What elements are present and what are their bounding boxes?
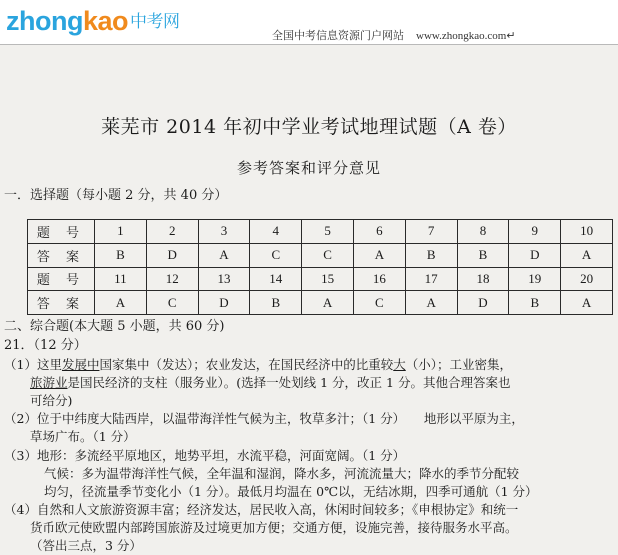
text-run: 是国民经济的支柱（服务业）。(选择一处划线 1 分，改正 1 分。其他合理答案也 [67, 375, 511, 390]
question-21-heading: 21．（12 分） [4, 338, 87, 353]
text-run: （1）这里 [4, 357, 62, 372]
row-label: 题 号 [28, 220, 95, 244]
table-cell: B [509, 291, 561, 315]
answer-21-1-line2 [30, 374, 510, 391]
table-row [28, 291, 613, 315]
table-cell: A [561, 291, 613, 315]
underlined-term: 发展中 [61, 357, 100, 372]
table-cell: 13 [198, 267, 250, 291]
table-cell: A [198, 243, 250, 267]
site-url: www.zhongkao.com↵ [416, 30, 516, 42]
table-cell: 1 [95, 220, 147, 244]
site-slogan [272, 30, 516, 42]
table-cell: 10 [561, 220, 613, 244]
answer-21-2-line2: 草场广布。（1 分） [30, 429, 136, 444]
table-cell: B [405, 243, 457, 267]
table-cell: B [457, 243, 509, 267]
table-cell: C [146, 291, 198, 315]
table-cell: 4 [250, 220, 302, 244]
table-cell: 9 [509, 220, 561, 244]
text-run: （小）；工业密集， [405, 357, 513, 372]
table-cell: 5 [302, 220, 354, 244]
text-run: 国家集中（发达）；农业发达，在国民经济中的比重较 [99, 357, 394, 372]
answer-21-3-line1: （3）地形：多流经平原地区，地势平坦，水流平稳，河面宽阔。（1 分） [4, 448, 406, 463]
table-cell: A [302, 291, 354, 315]
document-title: 莱芜市 2014 年初中学业考试地理试题（A 卷） [101, 116, 517, 138]
table-cell: 15 [302, 267, 354, 291]
answer-table [27, 219, 613, 315]
table-cell: B [250, 291, 302, 315]
table-cell: C [250, 243, 302, 267]
answer-21-3-line2: 气候：多为温带海洋性气候，全年温和湿润，降水多，河流流量大；降水的季节分配较 [44, 466, 520, 481]
table-cell: D [509, 243, 561, 267]
table-cell: 3 [198, 220, 250, 244]
slogan-text: 全国中考信息资源门户网站 [272, 29, 404, 42]
table-cell: 2 [146, 220, 198, 244]
logo-text-cn: 中考网 [130, 12, 180, 31]
table-cell: 19 [509, 267, 561, 291]
table-cell: A [353, 243, 405, 267]
table-cell: D [198, 291, 250, 315]
row-label: 题 号 [28, 267, 95, 291]
answer-21-1-line3: 可给分) [30, 393, 73, 408]
table-row [28, 267, 613, 291]
row-label: 答 案 [28, 291, 95, 315]
answer-21-3-line3: 均匀，径流量季节变化小（1 分）。最低月均温在 0℃以，无结冰期，四季可通航（1 分） [44, 484, 538, 499]
table-cell: 18 [457, 267, 509, 291]
row-label: 答 案 [28, 243, 95, 267]
table-cell: B [95, 243, 147, 267]
table-cell: 12 [146, 267, 198, 291]
answer-21-1-line1 [4, 356, 512, 373]
section2-heading: 二、综合题(本大题 5 小题，共 60 分) [4, 319, 225, 334]
table-cell: 8 [457, 220, 509, 244]
answer-21-4-line1: （4）自然和人文旅游资源丰富；经济发达，居民收入高，休闲时间较多；《申根协定》和统一 [4, 502, 519, 517]
site-logo[interactable] [6, 6, 180, 37]
table-cell: D [457, 291, 509, 315]
table-row [28, 220, 613, 244]
underlined-term: 旅游业 [30, 375, 68, 390]
table-cell: 7 [405, 220, 457, 244]
table-cell: A [95, 291, 147, 315]
site-header [0, 0, 618, 45]
table-cell: 6 [353, 220, 405, 244]
table-cell: C [353, 291, 405, 315]
table-cell: 17 [405, 267, 457, 291]
table-cell: D [146, 243, 198, 267]
table-cell: 14 [250, 267, 302, 291]
table-row [28, 243, 613, 267]
table-cell: A [405, 291, 457, 315]
table-cell: 16 [353, 267, 405, 291]
logo-text-zhong: zhong [6, 6, 83, 36]
table-cell: 11 [95, 267, 147, 291]
logo-text-kao: kao [82, 6, 129, 36]
document-subtitle: 参考答案和评分意见 [236, 159, 381, 177]
answer-21-2-line1: （2）位于中纬度大陆西岸，以温带海洋性气候为主，牧草多汁；（1 分） 地形以平原为主， [4, 411, 524, 426]
underlined-term: 大 [393, 357, 406, 372]
table-cell: 20 [561, 267, 613, 291]
section1-heading: 一．选择题（每小题 2 分，共 40 分） [4, 188, 228, 203]
table-cell: A [561, 243, 613, 267]
answer-21-4-line2: 货币欧元使欧盟内部跨国旅游及过境更加方便；交通方便，设施完善，接待服务水平高。 [30, 520, 518, 535]
answer-21-4-line3: （答出三点，3 分） [30, 538, 142, 553]
table-cell: C [302, 243, 354, 267]
